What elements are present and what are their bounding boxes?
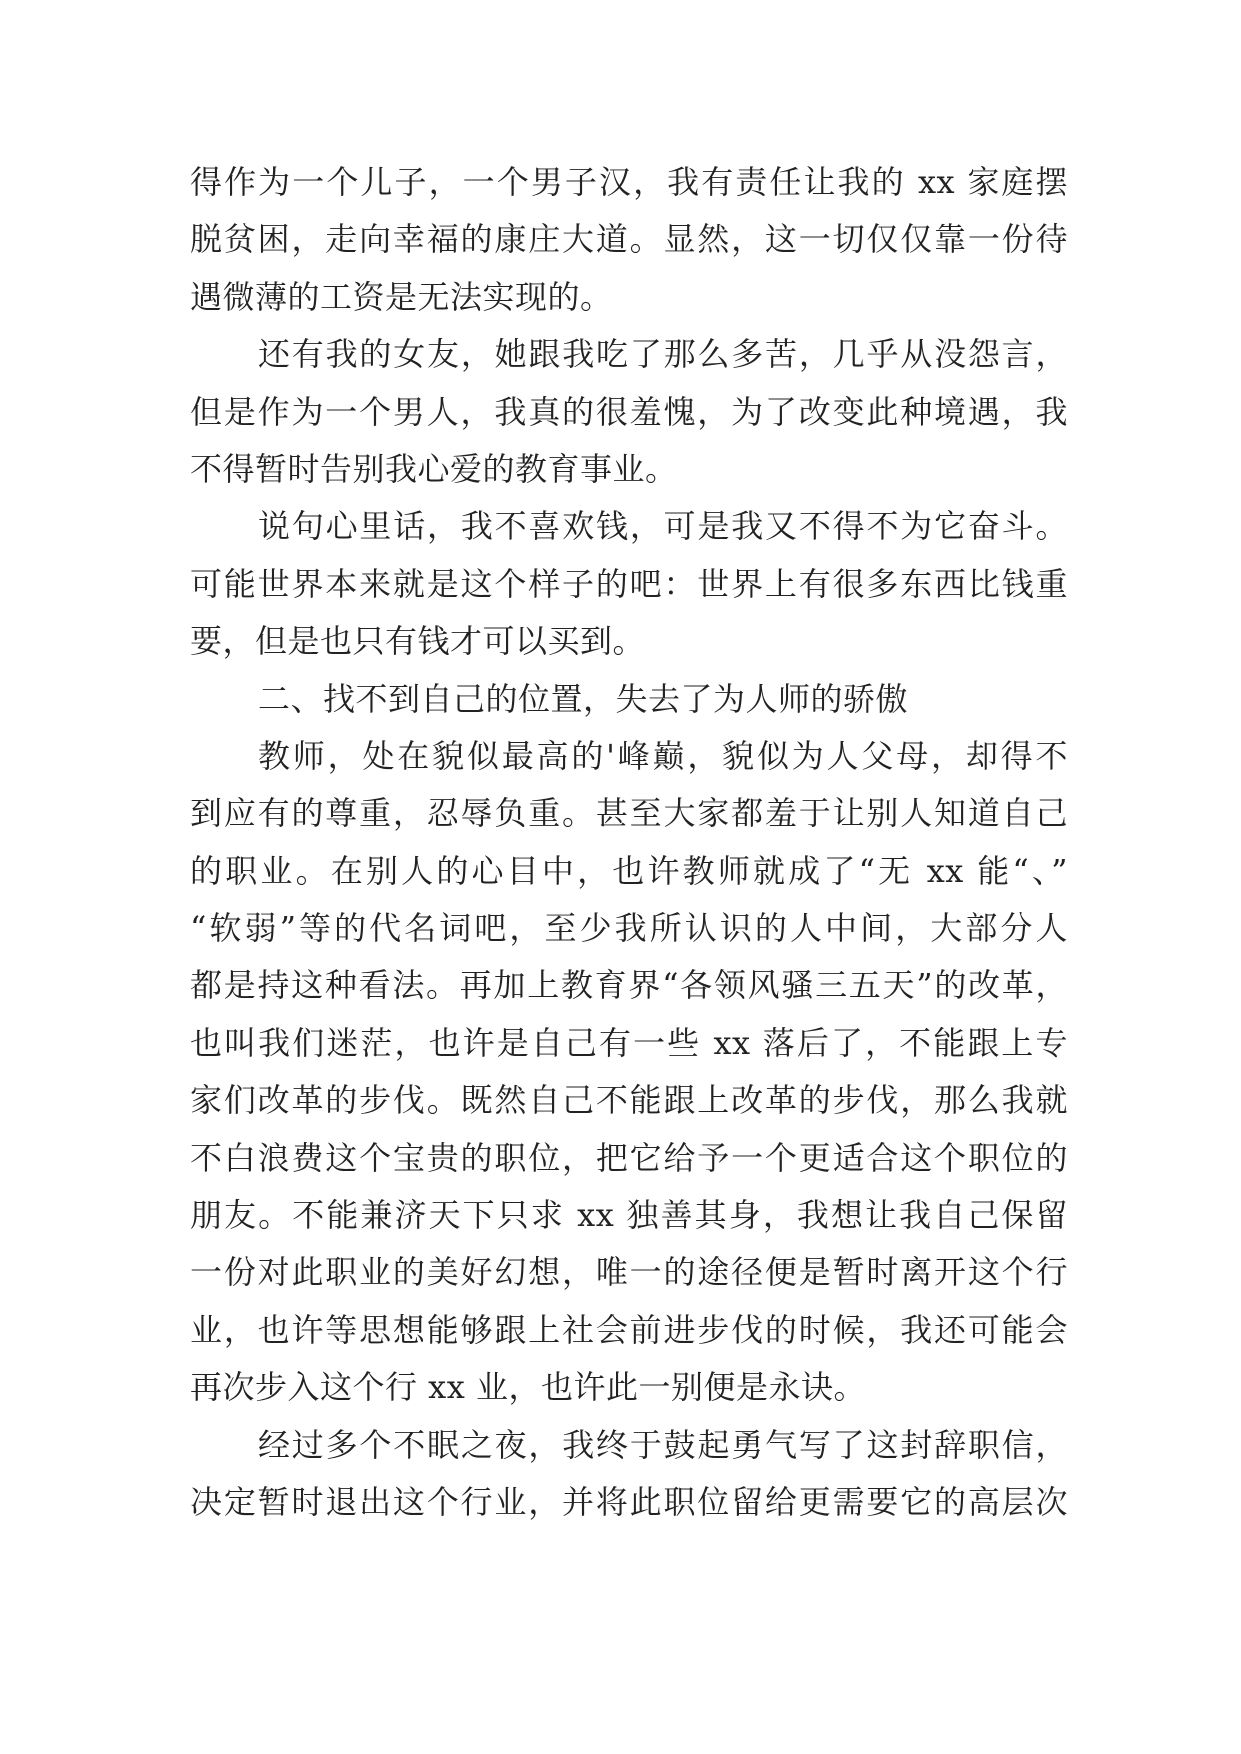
text-line: 经过多个不眠之夜，我终于鼓起勇气写了这封辞职信， — [258, 1425, 1068, 1464]
text-line: “软弱”等的代名词吧，至少我所认识的人中间，大部分人 — [190, 909, 1068, 948]
text-line: 都是持这种看法。再加上教育界“各领风骚三五天”的改革， — [190, 966, 1068, 1005]
text-line: 要，但是也只有钱才可以买到。 — [190, 622, 646, 661]
text-line: 不白浪费这个宝贵的职位，把它给予一个更适合这个职位的 — [190, 1138, 1068, 1177]
text-line: 遇微薄的工资是无法实现的。 — [190, 277, 613, 316]
text-line: 还有我的女友，她跟我吃了那么多苦，几乎从没怨言， — [258, 335, 1068, 374]
text-line: 说句心里话，我不喜欢钱，可是我又不得不为它奋斗。 — [258, 507, 1068, 546]
text-line: 但是作为一个男人，我真的很羞愧，为了改变此种境遇，我 — [190, 392, 1068, 431]
section-heading: 二、找不到自己的位置，失去了为人师的骄傲 — [258, 679, 909, 718]
text-line: 再次步入这个行 xx 业，也许此一别便是永诀。 — [190, 1368, 866, 1407]
document-body — [190, 154, 1068, 1531]
text-line: 到应有的尊重，忍辱负重。甚至大家都羞于让别人知道自己 — [190, 794, 1068, 833]
text-line: 得作为一个儿子，一个男子汉，我有责任让我的 xx 家庭摆 — [190, 163, 1068, 201]
text-line: 一份对此职业的美好幻想，唯一的途径便是暂时离开这个行 — [190, 1253, 1068, 1292]
text-line: 业，也许等思想能够跟上社会前进步伐的时候，我还可能会 — [190, 1310, 1068, 1349]
text-line: 朋友。不能兼济天下只求 xx 独善其身，我想让我自己保留 — [190, 1196, 1068, 1235]
text-line: 可能世界本来就是这个样子的吧：世界上有很多东西比钱重 — [190, 564, 1068, 603]
text-line: 教师，处在貌似最高的'峰巅，貌似为人父母，却得不 — [258, 736, 1068, 775]
text-line: 不得暂时告别我心爱的教育事业。 — [190, 449, 678, 488]
text-line: 脱贫困，走向幸福的康庄大道。显然，这一切仅仅靠一份待 — [190, 220, 1068, 259]
text-line: 决定暂时退出这个行业，并将此职位留给更需要它的高层次 — [190, 1482, 1068, 1521]
text-line: 的职业。在别人的心目中，也许教师就成了“无 xx 能“、” — [190, 851, 1068, 890]
text-line: 家们改革的步伐。既然自己不能跟上改革的步伐，那么我就 — [190, 1081, 1068, 1120]
text-line: 也叫我们迷茫，也许是自己有一些 xx 落后了，不能跟上专 — [190, 1023, 1068, 1062]
